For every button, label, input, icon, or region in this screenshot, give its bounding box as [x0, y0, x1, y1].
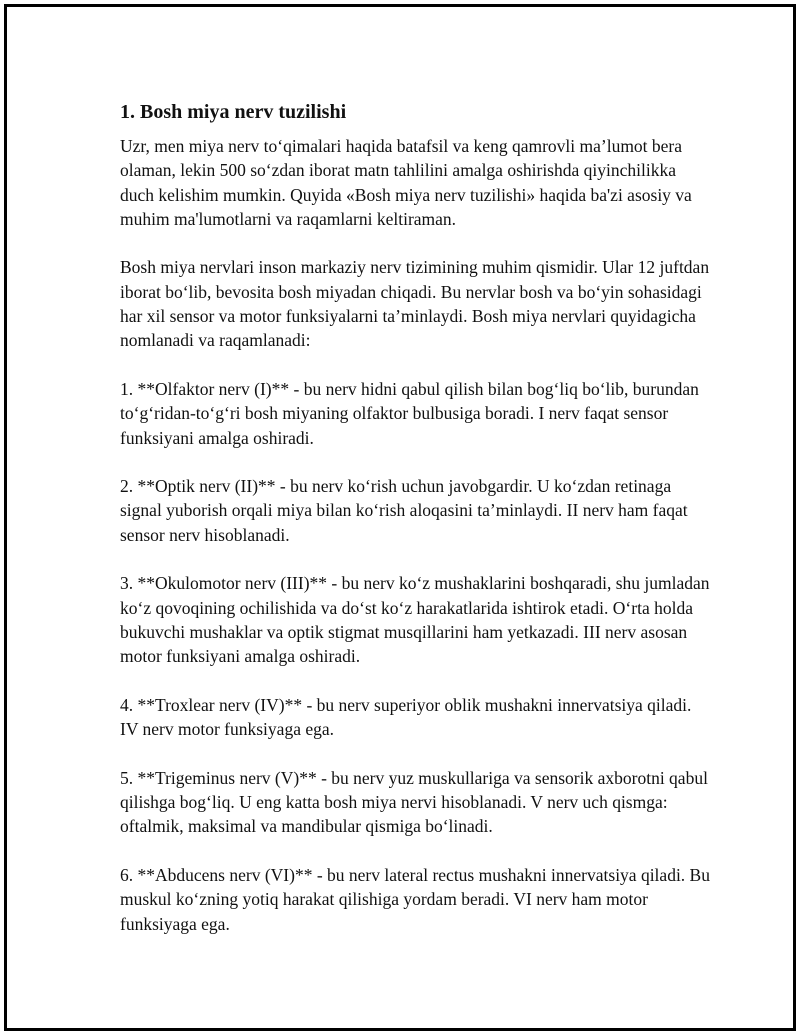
list-item-nerve-5: 5. **Trigeminus nerv (V)** - bu nerv yuz muskullariga va sensorik axborotni qabul qilishga bog‘liq. U eng katta bosh miya nervi hisoblanadi. V nerv uch qismga: oftalmik, maksimal va mandibular qismiga bo‘linadi. [120, 767, 708, 837]
list-item-nerve-1: 1. **Olfaktor nerv (I)** - bu nerv hidni qabul qilish bilan bog‘liq bo‘lib, burundan to‘g‘ridan-to‘g‘ri bosh miyaning olfaktor bulbusiga boradi. I nerv faqat sensor funksiyani amalga oshiradi. [120, 378, 699, 448]
paragraph-overview: Bosh miya nervlari inson markaziy nerv tizimining muhim qismidir. Ular 12 juftdan iborat bo‘lib, bevosita bosh miyadan chiqadi. Bu nervlar bosh va bo‘yin sohasidagi har xil sensor va motor funksiyalarni ta’minlaydi. Bosh miya nervlari quyidagicha nomlanadi va raqamlanadi: [120, 257, 710, 351]
list-item-nerve-2: 2. **Optik nerv (II)** - bu nerv ko‘rish uchun javobgardir. U ko‘zdan retinaga signal yuborish orqali miya bilan ko‘rish aloqasini ta’minlaydi. II nerv ham faqat sensor nerv hisoblanadi. [120, 476, 688, 545]
paragraph-intro: Uzr, men miya nerv to‘qimalari haqida batafsil va keng qamrovli ma’lumot bera olaman, lekin 500 so‘zdan iborat matn tahlilini amalga oshirishda qiyinchilikka duch kelishim mumkin. Quyida «Bosh miya nerv tuzilishi» haqida ba'zi asosiy va muhim ma'lumotlarni va raqamlarni keltiraman. [120, 136, 692, 229]
list-item-nerve-4: 4. **Troxlear nerv (IV)** - bu nerv superiyor oblik mushakni innervatsiya qiladi. IV nerv motor funksiyaga ega. [120, 694, 692, 740]
list-item-nerve-6: 6. **Abducens nerv (VI)** - bu nerv lateral rectus mushakni innervatsiya qiladi. Bu muskul ko‘zning yotiq harakat qilishiga yordam beradi. VI nerv ham motor funksiyaga ega. [120, 864, 710, 934]
page-frame [4, 4, 796, 1031]
document-body [120, 100, 710, 960]
page-title: 1. Bosh miya nerv tuzilishi [120, 101, 347, 123]
list-item-nerve-3: 3. **Okulomotor nerv (III)** - bu nerv ko‘z mushaklarini boshqaradi, shu jumladan ko‘z qovoqining ochilishida va do‘st ko‘z harakatlarida ishtirok etadi. O‘rta holda bukuvchi mushaklar va optik stigmat musqillarini ham yetkazadi. III nerv asosan motor funksiyani amalga oshiradi. [120, 573, 710, 667]
